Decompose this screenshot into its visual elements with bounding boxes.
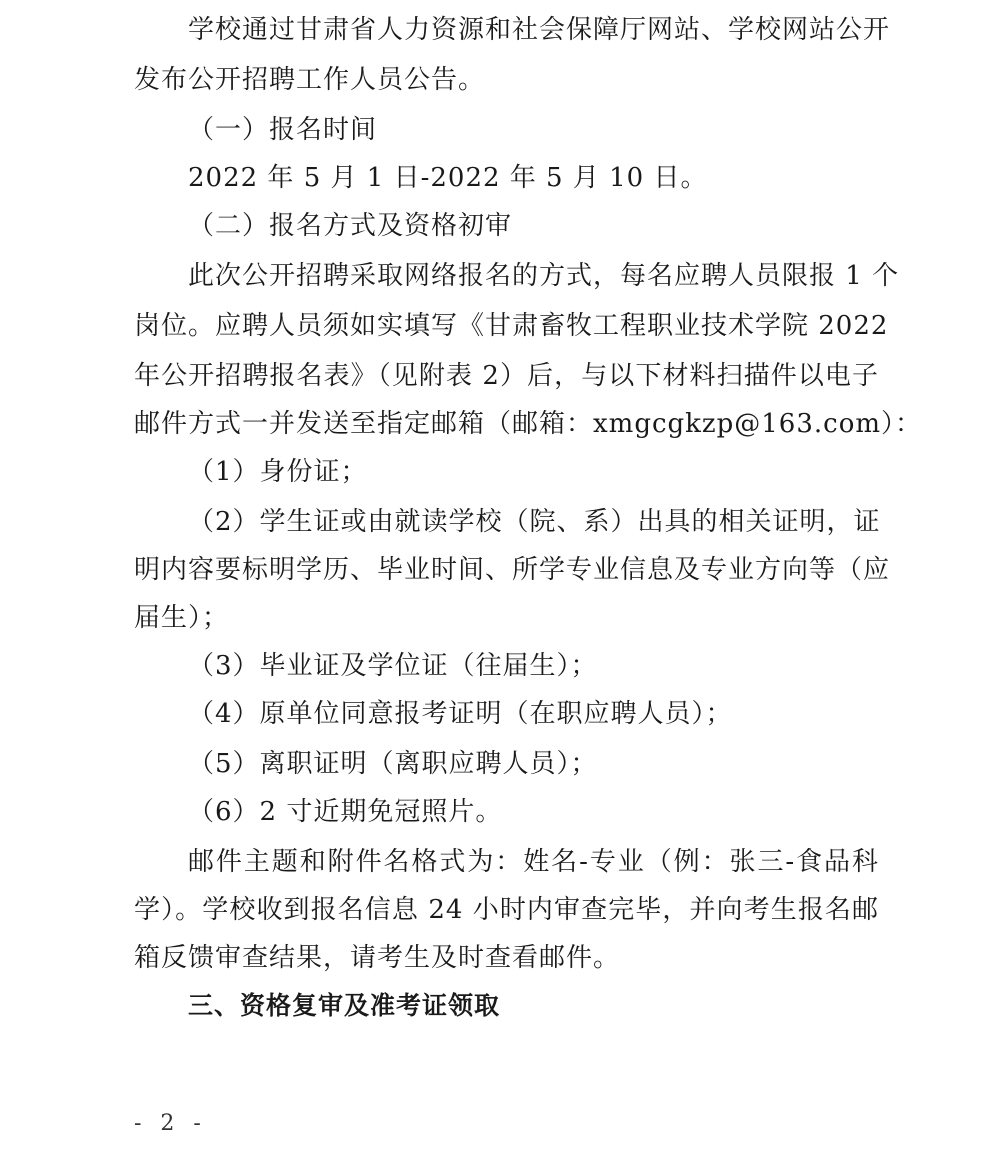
list-item-2-end: 届生）； [134, 603, 230, 633]
paragraph-line-7: 岗位。应聘人员须如实填写《甘肃畜牧工程职业技术学院 2022 [134, 311, 889, 341]
paragraph-line-8: 年公开招聘报名表》（见附表 2）后，与以下材料扫描件以电子 [134, 361, 879, 391]
section-heading-qualification-review: 三、资格复审及准考证领取 [188, 991, 501, 1020]
paragraph-line-2: 发布公开招聘工作人员公告。 [134, 65, 486, 95]
paragraph-line-6: 此次公开招聘采取网络报名的方式，每名应聘人员限报 1 个 [188, 261, 900, 291]
list-item-2-cont: 明内容要标明学历、毕业时间、所学专业信息及专业方向等（应 [134, 555, 891, 585]
registration-dates: 2022 年 5 月 1 日-2022 年 5 月 10 日。 [188, 163, 708, 193]
section-heading-registration-time: （一）报名时间 [188, 115, 378, 145]
paragraph-line-feedback: 箱反馈审查结果，请考生及时查看邮件。 [134, 943, 621, 973]
paragraph-line-1: 学校通过甘肃省人力资源和社会保障厅网站、学校网站公开 [188, 15, 891, 45]
paragraph-line-email: 邮件方式一并发送至指定邮箱（邮箱：xmgcgkzp@163.com）： [134, 409, 923, 439]
section-heading-registration-method: （二）报名方式及资格初审 [188, 211, 513, 241]
list-item-6: （6）2 寸近期免冠照片。 [188, 797, 503, 827]
list-item-2: （2）学生证或由就读学校（院、系）出具的相关证明，证 [188, 507, 881, 537]
paragraph-line-email-subject: 邮件主题和附件名格式为：姓名-专业（例：张三-食品科 [188, 847, 879, 877]
list-item-5: （5）离职证明（离职应聘人员）； [188, 749, 598, 779]
list-item-3: （3）毕业证及学位证（往届生）； [188, 651, 598, 681]
list-item-1: （1）身份证； [188, 457, 368, 487]
paragraph-line-review: 学）。学校收到报名信息 24 小时内审查完毕，并向考生报名邮 [134, 895, 879, 925]
list-item-4: （4）原单位同意报考证明（在职应聘人员）； [188, 699, 733, 729]
page-number: - 2 - [134, 1111, 207, 1136]
